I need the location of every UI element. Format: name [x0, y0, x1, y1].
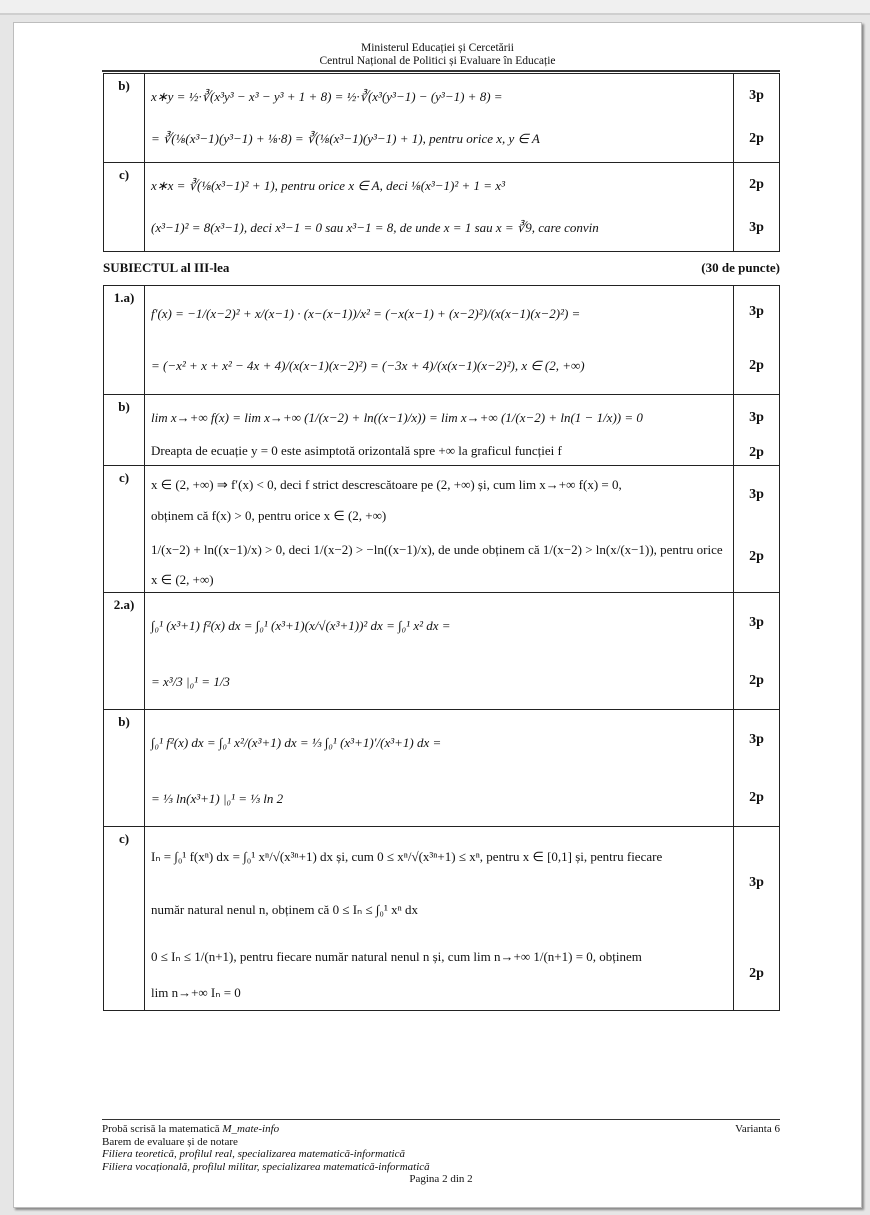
points-cell [734, 710, 780, 827]
points-cell [734, 163, 780, 252]
footer-exam-code: M_mate-info [222, 1123, 280, 1135]
page-footer [102, 1119, 780, 1186]
solution-line: x ∈ (2, +∞) ⇒ f′(x) < 0, deci f strict descrescătoare pe (2, +∞) și, cum lim x→+∞ f(x) = 0, [151, 477, 622, 492]
part2-table [103, 73, 780, 252]
points-cell [734, 286, 780, 395]
solution-line: lim x→+∞ f(x) = lim x→+∞ (1/(x−2) + ln((x−1)/x)) = lim x→+∞ (1/(x−2) + ln(1 − 1/x)) = 0 [151, 410, 643, 425]
points: 3p [749, 875, 764, 890]
points-cell [734, 466, 780, 593]
solution-line: = x³/3 |₀¹ = 1/3 [151, 674, 230, 689]
points: 3p [749, 732, 764, 747]
solution-cell [145, 710, 734, 827]
solution-line: ∫₀¹ (x³+1) f²(x) dx = ∫₀¹ (x³+1)(x/√(x³+1))² dx = ∫₀¹ x² dx = [151, 618, 451, 633]
points: 2p [749, 966, 764, 981]
points-cell [734, 827, 780, 1011]
solution-line: x∗x = ∛(⅛(x³−1)² + 1), pentru orice x ∈ A, deci ⅛(x³−1)² + 1 = x³ [151, 178, 505, 193]
solution-line: f′(x) = −1/(x−2)² + x/(x−1) · (x−(x−1))/x² = (−x(x−1) + (x−2)²)/(x(x−1)(x−2)²) = [151, 306, 581, 321]
item-label: 1.a) [104, 286, 145, 395]
viewer-toolbar [0, 0, 870, 15]
solution-line: Iₙ = ∫₀¹ f(xⁿ) dx = ∫₀¹ xⁿ/√(x³ⁿ+1) dx și, cum 0 ≤ xⁿ/√(x³ⁿ+1) ≤ xⁿ, pentru x ∈ [0,1] și, pentru fiecare [151, 849, 663, 864]
points: 3p [749, 220, 764, 235]
points: 3p [749, 304, 764, 319]
table-row [104, 395, 780, 466]
section-title: SUBIECTUL al III-lea [103, 260, 230, 275]
header-rule [102, 70, 780, 72]
solution-line: = ⅓ ln(x³+1) |₀¹ = ⅓ ln 2 [151, 791, 284, 806]
points: 2p [749, 549, 764, 564]
points-cell [734, 395, 780, 466]
solution-line: 1/(x−2) + ln((x−1)/x) > 0, deci 1/(x−2) > −ln((x−1)/x), de unde obținem că 1/(x−2) > ln(x/(x−1)), pentru orice [151, 542, 723, 557]
points: 3p [749, 88, 764, 103]
solution-cell [145, 163, 734, 252]
points-cell [734, 74, 780, 163]
section-heading [103, 260, 780, 276]
solution-cell [145, 74, 734, 163]
table-row [104, 593, 780, 710]
solution-cell [145, 395, 734, 466]
points: 2p [749, 445, 764, 460]
solution-line: obținem că f(x) > 0, pentru orice x ∈ (2, +∞) [151, 508, 387, 523]
solution-line: lim n→+∞ Iₙ = 0 [151, 985, 241, 1000]
solution-cell [145, 286, 734, 395]
points: 2p [749, 790, 764, 805]
table-row [104, 74, 780, 163]
table-row [104, 710, 780, 827]
solution-line: ∫₀¹ f²(x) dx = ∫₀¹ x²/(x³+1) dx = ⅓ ∫₀¹ (x³+1)′/(x³+1) dx = [151, 735, 442, 750]
item-label: c) [104, 466, 145, 593]
solution-line: Dreapta de ecuație y = 0 este asimptotă orizontală spre +∞ la graficul funcției f [151, 443, 562, 458]
table-row [104, 286, 780, 395]
solution-line: = ∛(⅛(x³−1)(y³−1) + ⅛·8) = ∛(⅛(x³−1)(y³−1) + 1), pentru orice x, y ∈ A [151, 131, 540, 146]
item-label: b) [104, 710, 145, 827]
points: 2p [749, 358, 764, 373]
header-center: Centrul Național de Politici și Evaluare în Educație [319, 55, 556, 67]
item-label: c) [104, 163, 145, 252]
footer-filiera-teoretica: Filiera teoretică, profilul real, specializarea matematică-informatică [102, 1148, 405, 1160]
footer-exam-prefix: Probă scrisă la matematică [102, 1123, 223, 1135]
points: 3p [749, 487, 764, 502]
footer-barem: Barem de evaluare și de notare [102, 1135, 238, 1148]
table-row [104, 466, 780, 593]
item-label: b) [104, 395, 145, 466]
points: 2p [749, 177, 764, 192]
solution-line: număr natural nenul n, obținem că 0 ≤ Iₙ ≤ ∫₀¹ xⁿ dx [151, 902, 418, 917]
part3-table [103, 285, 780, 1011]
table-row [104, 163, 780, 252]
solution-cell [145, 466, 734, 593]
item-label: c) [104, 827, 145, 1011]
footer-filiera-vocationala: Filiera vocațională, profilul militar, specializarea matematică-informatică [102, 1160, 430, 1173]
footer-exam-line [102, 1123, 780, 1136]
points: 2p [749, 131, 764, 146]
points: 2p [749, 673, 764, 688]
points-cell [734, 593, 780, 710]
solution-line: x∗y = ½·∛(x³y³ − x³ − y³ + 1 + 8) = ½·∛(x³(y³−1) − (y³−1) + 8) = [151, 89, 503, 104]
table-row [104, 827, 780, 1011]
solution-cell [145, 827, 734, 1011]
points: 3p [749, 410, 764, 425]
section-points: (30 de puncte) [701, 260, 780, 275]
document-page [13, 22, 862, 1208]
item-label: 2.a) [104, 593, 145, 710]
points: 3p [749, 615, 764, 630]
solution-line: 0 ≤ Iₙ ≤ 1/(n+1), pentru fiecare număr natural nenul n și, cum lim n→+∞ 1/(n+1) = 0, obținem [151, 949, 642, 964]
footer-page-number: Pagina 2 din 2 [409, 1173, 473, 1185]
solution-line: x ∈ (2, +∞) [151, 572, 214, 587]
header-ministry: Ministerul Educației și Cercetării [361, 42, 514, 54]
footer-variant: Varianta 6 [735, 1123, 780, 1135]
item-label: b) [104, 74, 145, 163]
solution-line: (x³−1)² = 8(x³−1), deci x³−1 = 0 sau x³−1 = 8, de unde x = 1 sau x = ∛9, care convin [151, 220, 599, 235]
page-header [14, 42, 861, 68]
solution-line: = (−x² + x + x² − 4x + 4)/(x(x−1)(x−2)²) = (−3x + 4)/(x(x−1)(x−2)²), x ∈ (2, +∞) [151, 358, 585, 373]
solution-cell [145, 593, 734, 710]
